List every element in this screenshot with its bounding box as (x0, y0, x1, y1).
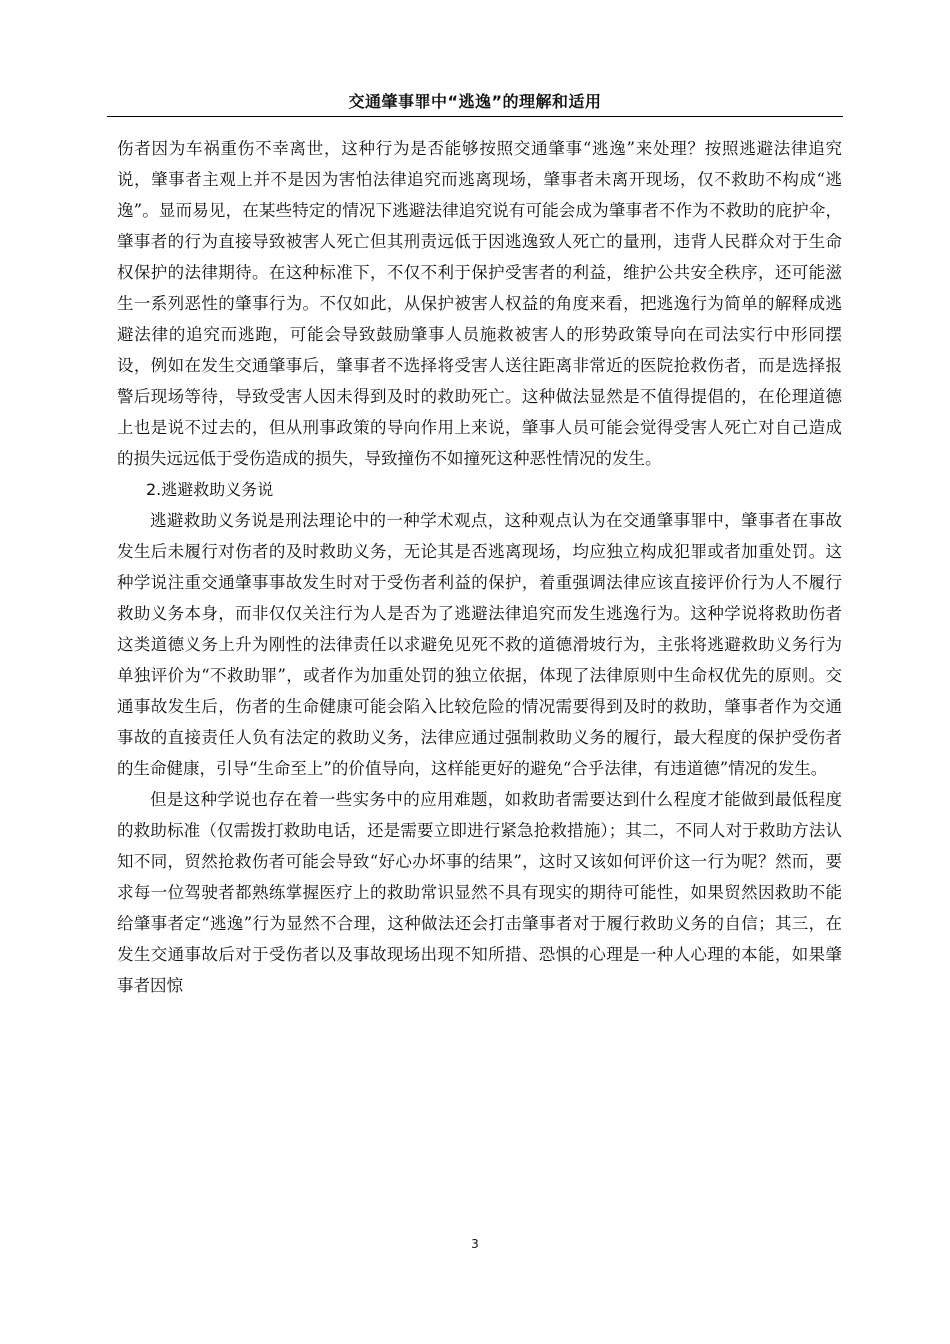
paragraph: 但是这种学说也存在着一些实务中的应用难题，如救助者需要达到什么程度才能做到最低程度的救助标准（仅需拨打救助电话，还是需要立即进行紧急抢救措施）；其二，不同人对于救助方法认知不同，贸然抢救伤者可能会导致“好心办坏事的结果”，这时又该如何评价这一行为呢？然而，要求每一位驾驶者都熟练掌握医疗上的救助常识显然不具有现实的期待可能性，如果贸然因救助不能给肇事者定“逃逸”行为显然不合理，这种做法还会打击肇事者对于履行救助义务的自信；其三，在发生交通事故后对于受伤者以及事故现场出现不知所措、恐惧的心理是一种人心理的本能，如果肇事者因惊 (117, 790, 842, 995)
section-subheading: 2.逃避救助义务说 (146, 480, 274, 499)
paragraph-continued: 伤者因为车祸重伤不幸离世，这种行为是否能够按照交通肇事“逃逸”来处理？按照逃避法律追究说，肇事者主观上并不是因为害怕法律追究而逃离现场，肇事者未离开现场，仅不救助不构成“逃逸”。显而易见，在某些特定的情况下逃避法律追究说有可能会成为肇事者不作为不救助的庇护伞，肇事者的行为直接导致被害人死亡但其刑责远低于因逃逸致人死亡的量刑，违背人民群众对于生命权保护的法律期待。在这种标准下，不仅不利于保护受害者的利益，维护公共安全秩序，还可能滋生一系列恶性的肇事行为。不仅如此，从保护被害人权益的角度来看，把逃逸行为简单的解释成逃避法律的追究而逃跑，可能会导致鼓励肇事人员施救被害人的形势政策导向在司法实行中形同摆设，例如在发生交通肇事后，肇事者不选择将受害人送往距离非常近的医院抢救伤者，而是选择报警后现场等待，导致受害人因未得到及时的救助死亡。这种做法显然是不值得提倡的，在伦理道德上也是说不过去的，但从刑事政策的导向作用上来说，肇事人员可能会觉得受害人死亡对自己造成的损失远远低于受伤造成的损失，导致撞伤不如撞死这种恶性情况的发生。 (117, 139, 842, 468)
running-header-title: 交通肇事罪中“逃逸”的理解和适用 (348, 92, 602, 111)
body-text (117, 133, 842, 1001)
page-number: 3 (471, 1237, 479, 1251)
header-rule (107, 116, 843, 117)
paragraph: 逃避救助义务说是刑法理论中的一种学术观点，这种观点认为在交通肇事罪中，肇事者在事故发生后未履行对伤者的及时救助义务，无论其是否逃离现场，均应独立构成犯罪或者加重处罚。这种学说注重交通肇事事故发生时对于受伤者利益的保护，着重强调法律应该直接评价行为人不履行救助义务本身，而非仅仅关注行为人是否为了逃避法律追究而发生逃逸行为。这种学说将救助伤者这类道德义务上升为刚性的法律责任以求避免见死不救的道德滑坡行为，主张将逃避救助义务行为单独评价为“不救助罪”，或者作为加重处罚的独立依据，体现了法律原则中生命权优先的原则。交通事故发生后，伤者的生命健康可能会陷入比较危险的情况需要得到及时的救助，肇事者作为交通事故的直接责任人负有法定的救助义务，法律应通过强制救助义务的履行，最大程度的保护受伤者的生命健康，引导“生命至上”的价值导向，这样能更好的避免“合乎法律，有违道德”情况的发生。 (117, 511, 842, 778)
